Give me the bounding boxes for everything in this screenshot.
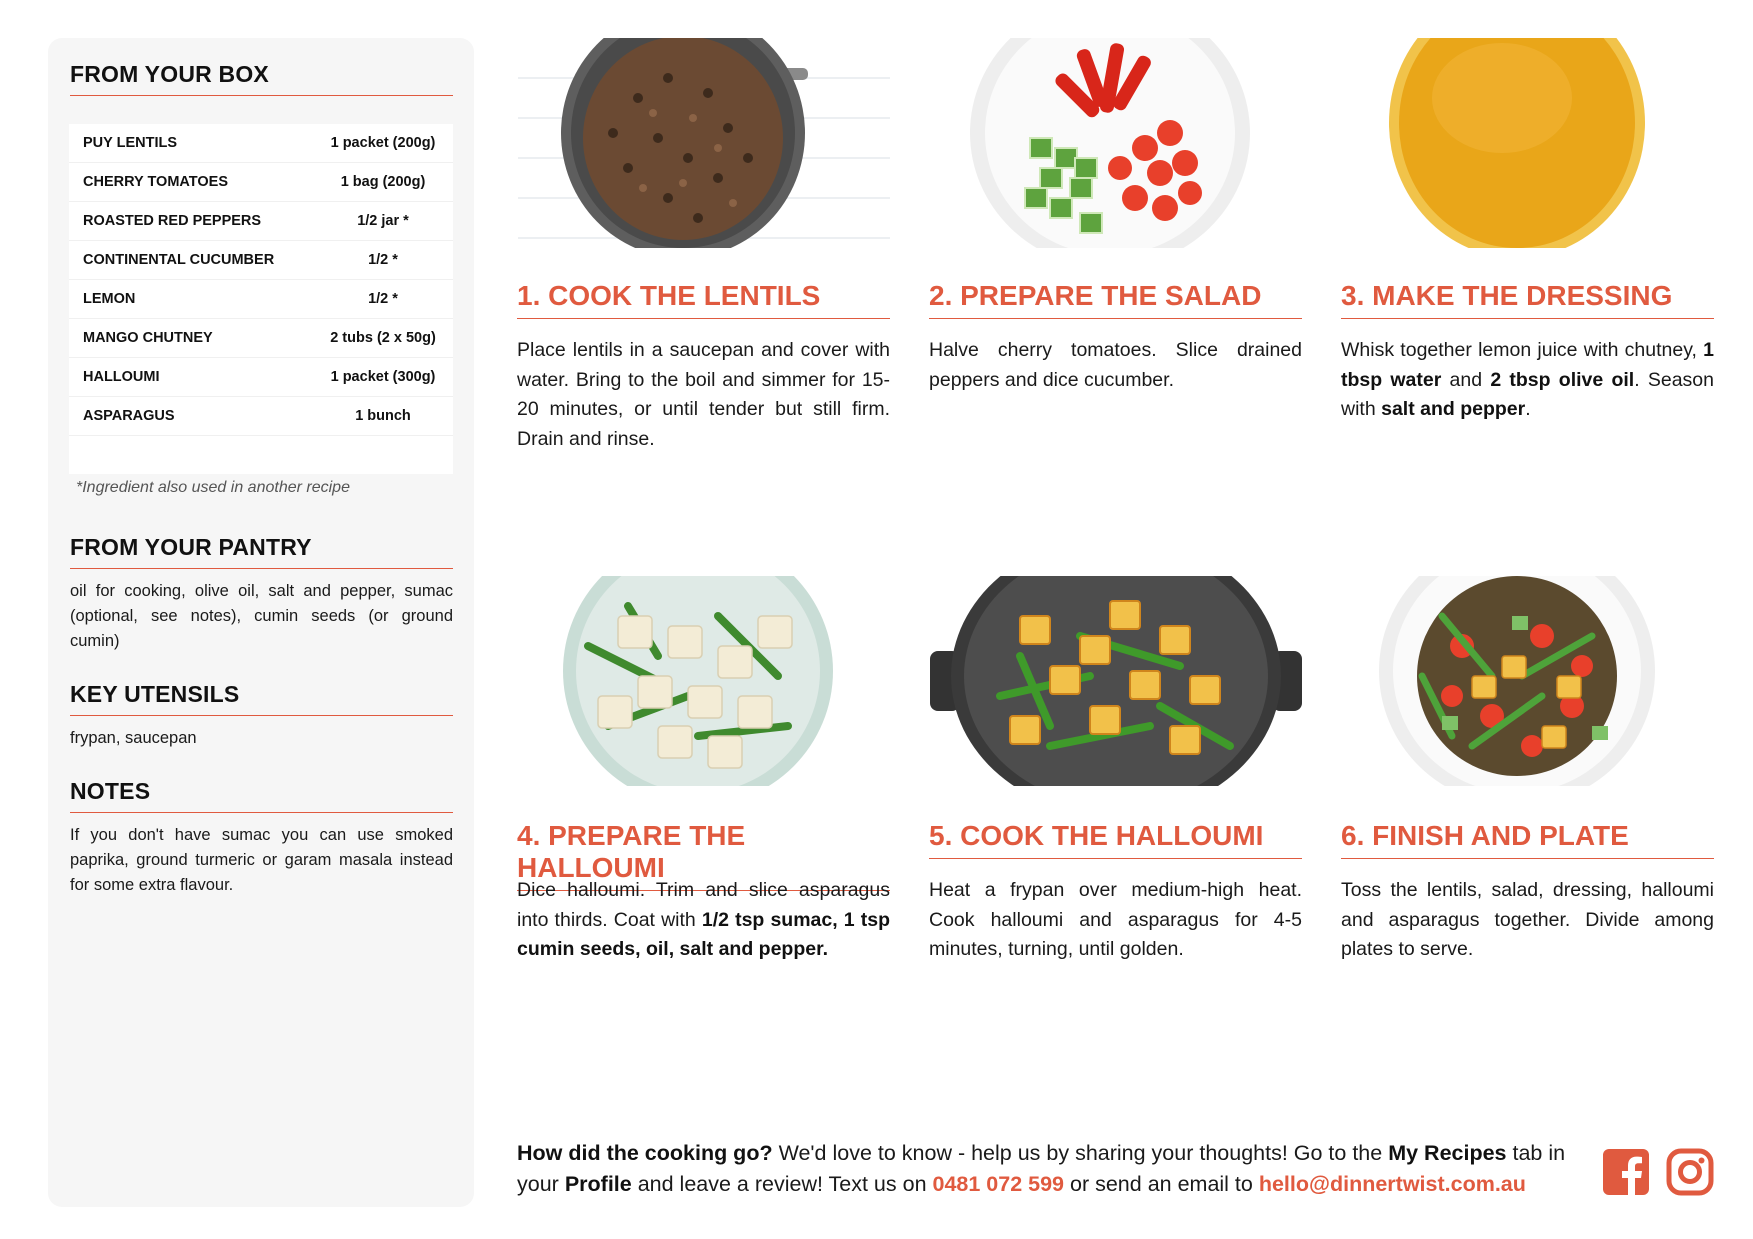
ingredient-quantity: 2 tubs (2 x 50g) — [330, 330, 436, 346]
footer-text-segment: or send an email to — [1064, 1172, 1259, 1196]
ingredient-row — [69, 319, 453, 358]
ingredient-row-empty — [69, 436, 453, 474]
footer-text-segment: Profile — [564, 1172, 632, 1196]
ingredient-row — [69, 202, 453, 241]
plated-dish-photo — [1342, 576, 1714, 786]
facebook-icon[interactable] — [1602, 1148, 1650, 1196]
ingredient-row — [69, 124, 453, 163]
ingredient-footnote: *Ingredient also used in another recipe — [76, 479, 350, 496]
ingredients-table — [69, 124, 453, 474]
ingredient-quantity: 1 bunch — [355, 408, 411, 424]
ingredient-name: MANGO CHUTNEY — [83, 330, 213, 346]
ingredient-quantity: 1 packet (200g) — [330, 135, 436, 151]
step-text-segment: Dice halloumi. Trim and slice asparagus into thirds. Coat with — [517, 879, 890, 931]
step-3-text — [1341, 336, 1714, 425]
step-text-segment: Whisk together lemon juice with chutney, — [1341, 339, 1704, 361]
salad-photo — [930, 38, 1302, 248]
step-2-title: 2. PREPARE THE SALAD — [929, 280, 1302, 319]
step-text-segment: and — [1441, 368, 1491, 391]
step-text-segment: Heat a frypan over medium-high heat. Cook halloumi and asparagus for 4-5 minutes, turning, until golden. — [929, 879, 1302, 960]
step-6-title: 6. FINISH AND PLATE — [1341, 820, 1714, 859]
step-text-segment: . Season with — [1341, 368, 1714, 420]
instagram-icon[interactable] — [1666, 1148, 1714, 1196]
ingredient-row — [69, 397, 453, 436]
ingredient-row — [69, 358, 453, 397]
box-title: FROM YOUR BOX — [70, 61, 453, 96]
ingredient-name: ASPARAGUS — [83, 408, 175, 424]
pantry-text: oil for cooking, olive oil, salt and pepper, sumac (optional, see notes), cumin seeds (or ground cumin) — [70, 582, 453, 650]
step-text-segment: Toss the lentils, salad, dressing, halloumi and asparagus together. Divide among plates to serve. — [1341, 879, 1714, 960]
footer-text-segment: How did the cooking go? — [517, 1141, 773, 1165]
step-3-title: 3. MAKE THE DRESSING — [1341, 280, 1714, 319]
footer-text-segment: We'd love to know - help us by sharing your thoughts! Go to the — [772, 1141, 1389, 1165]
ingredient-name: CHERRY TOMATOES — [83, 174, 229, 190]
step-4-title: 4. PREPARE THE HALLOUMI — [517, 820, 890, 891]
ingredient-quantity: 1 packet (300g) — [330, 369, 436, 385]
ingredient-row — [69, 280, 453, 319]
step-text-segment: Halve cherry tomatoes. Slice drained peppers and dice cucumber. — [929, 339, 1302, 391]
footer-text-segment: tab in your — [517, 1141, 1566, 1196]
halloumi-prep-photo — [518, 576, 890, 786]
ingredients-panel — [48, 38, 474, 1207]
ingredient-name: CONTINENTAL CUCUMBER — [83, 252, 275, 268]
step-text-segment: 2 tbsp olive oil — [1490, 368, 1635, 391]
ingredient-name: HALLOUMI — [83, 369, 160, 385]
notes-text: If you don't have sumac you can use smoked paprika, ground turmeric or garam masala instead for some extra flavour. — [70, 826, 453, 894]
footer-text-segment: and leave a review! Text us on — [631, 1172, 933, 1196]
step-1-text — [517, 336, 890, 454]
dressing-photo — [1342, 38, 1714, 248]
lentils-photo — [518, 38, 890, 248]
ingredient-name: ROASTED RED PEPPERS — [83, 213, 262, 229]
ingredient-row — [69, 163, 453, 202]
step-5-text — [929, 876, 1302, 965]
step-6-text — [1341, 876, 1714, 965]
ingredient-name: PUY LENTILS — [83, 135, 177, 151]
step-4-text — [517, 876, 890, 965]
footer-text-segment: My Recipes — [1388, 1141, 1507, 1165]
ingredient-quantity: 1/2 * — [368, 252, 398, 268]
feedback-message — [517, 1138, 1577, 1200]
footer-text-segment[interactable]: 0481 072 599 — [932, 1172, 1065, 1196]
step-1-title: 1. COOK THE LENTILS — [517, 280, 890, 319]
utensils-text: frypan, saucepan — [70, 729, 197, 747]
utensils-title: KEY UTENSILS — [70, 681, 453, 716]
step-text-segment: 1/2 tsp sumac, 1 tsp cumin seeds, oil, salt and pepper. — [517, 908, 890, 960]
ingredient-quantity: 1 bag (200g) — [340, 174, 426, 190]
notes-title: NOTES — [70, 778, 453, 813]
ingredient-row — [69, 241, 453, 280]
ingredient-quantity: 1/2 jar * — [357, 213, 409, 229]
step-5-title: 5. COOK THE HALLOUMI — [929, 820, 1302, 859]
step-text-segment: 1 tbsp water — [1341, 339, 1714, 391]
step-text-segment: . — [1525, 398, 1531, 420]
ingredient-name: LEMON — [83, 291, 136, 307]
footer-text-segment[interactable]: hello@dinnertwist.com.au — [1258, 1172, 1526, 1196]
step-2-text — [929, 336, 1302, 395]
step-text-segment: Place lentils in a saucepan and cover with water. Bring to the boil and simmer for 15-20 minutes, or until tender but still firm. Drain and rinse. — [517, 339, 890, 450]
ingredient-quantity: 1/2 * — [368, 291, 398, 307]
step-text-segment: salt and pepper — [1381, 398, 1526, 420]
halloumi-pan-photo — [930, 576, 1302, 786]
pantry-title: FROM YOUR PANTRY — [70, 534, 453, 569]
